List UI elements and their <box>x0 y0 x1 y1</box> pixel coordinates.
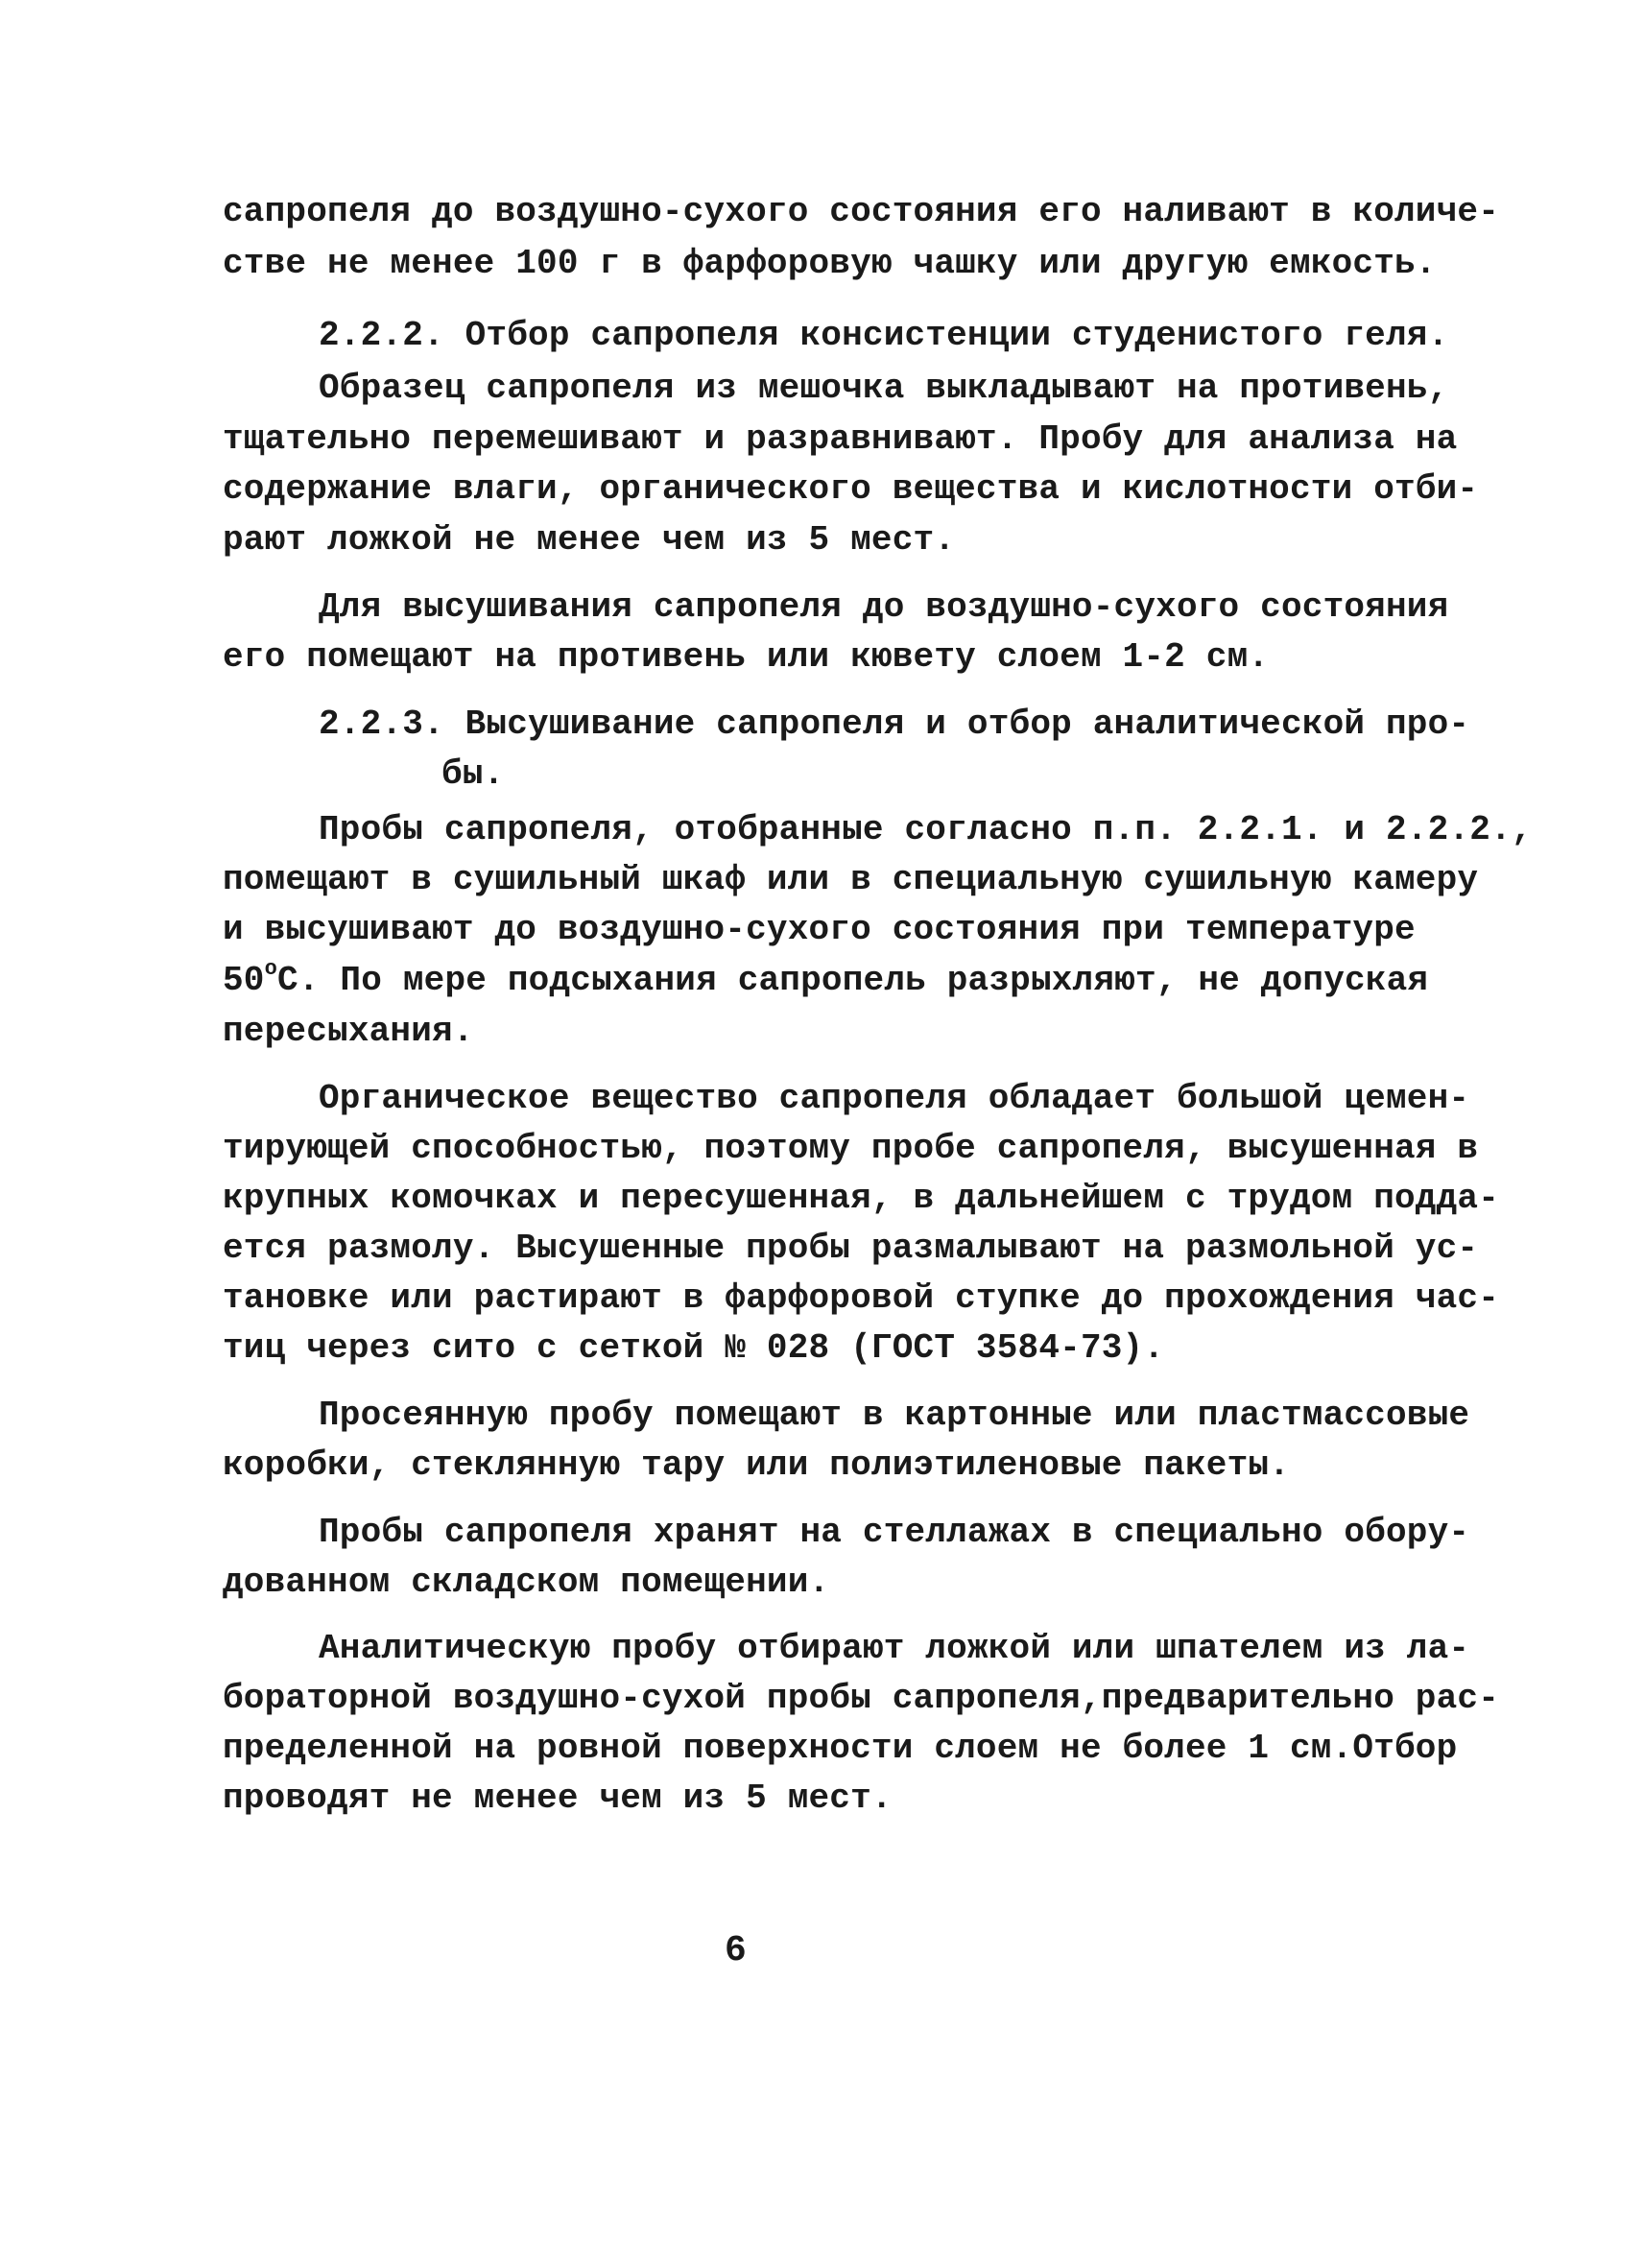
text-line: ется размолу. Высушенные пробы размалывают на размольной ус- <box>223 1229 1479 1268</box>
text-line: дованном складском помещении. <box>223 1563 830 1602</box>
text-line: Пробы сапропеля хранят на стеллажах в специально обору- <box>319 1513 1470 1552</box>
text-line: тановке или растирают в фарфоровой ступке до прохождения час- <box>223 1278 1500 1318</box>
page-number: 6 <box>725 1930 747 1971</box>
text-line: крупных комочках и пересушенная, в дальнейшем с трудом подда- <box>223 1179 1500 1218</box>
text-line: стве не менее 100 г в фарфоровую чашку или другую емкость. <box>223 244 1437 283</box>
text-line: Аналитическую пробу отбирают ложкой или шпателем из ла- <box>319 1629 1470 1668</box>
section-heading-2-2-3: 2.2.3. Высушивание сапропеля и отбор аналитической про- <box>319 704 1470 744</box>
text-line-rest: С. По мере подсыхания сапропель разрыхляют, не допуская <box>277 961 1429 1000</box>
text-line: коробки, стеклянную тару или полиэтиленовые пакеты. <box>223 1445 1290 1485</box>
text-line: бораторной воздушно-сухой пробы сапропеля,предварительно рас- <box>223 1679 1500 1718</box>
text-line: тирующей способностью, поэтому пробе сапропеля, высушенная в <box>223 1129 1479 1168</box>
text-line: пределенной на ровной поверхности слоем не более 1 см.Отбор <box>223 1729 1458 1768</box>
text-line: Просеянную пробу помещают в картонные или пластмассовые <box>319 1396 1470 1435</box>
text-line: тщательно перемешивают и разравнивают. Пробу для анализа на <box>223 419 1458 459</box>
text-line: сапропеля до воздушно-сухого состояния его наливают в количе- <box>223 192 1500 231</box>
text-line: его помещают на противень или кювету слоем 1-2 см. <box>223 637 1270 677</box>
text-line: пересыхания. <box>223 1012 474 1051</box>
text-line: проводят не менее чем из 5 мест. <box>223 1779 893 1818</box>
text-line: Органическое вещество сапропеля обладает большой цемен- <box>319 1079 1470 1118</box>
text-line: Образец сапропеля из мешочка выкладывают на противень, <box>319 369 1449 408</box>
degree-sign: о <box>264 957 278 981</box>
text-line: содержание влаги, органического вещества и кислотности отби- <box>223 469 1479 509</box>
text-line: и высушивают до воздушно-сухого состояния при температуре <box>223 910 1416 949</box>
temperature-value: 50 <box>223 961 265 1000</box>
section-heading-2-2-2: 2.2.2. Отбор сапропеля консистенции студенистого геля. <box>319 316 1449 355</box>
text-line: тиц через сито с сеткой № 028 (ГОСТ 3584-73). <box>223 1328 1165 1368</box>
section-heading-continuation: бы. <box>441 754 505 794</box>
text-line: Пробы сапропеля, отобранные согласно п.п. 2.2.1. и 2.2.2., <box>319 810 1533 849</box>
text-line: рают ложкой не менее чем из 5 мест. <box>223 520 956 560</box>
text-line: помещают в сушильный шкаф или в специальную сушильную камеру <box>223 860 1479 899</box>
text-line-temperature <box>223 957 1428 1009</box>
text-line: Для высушивания сапропеля до воздушно-сухого состояния <box>319 587 1449 627</box>
